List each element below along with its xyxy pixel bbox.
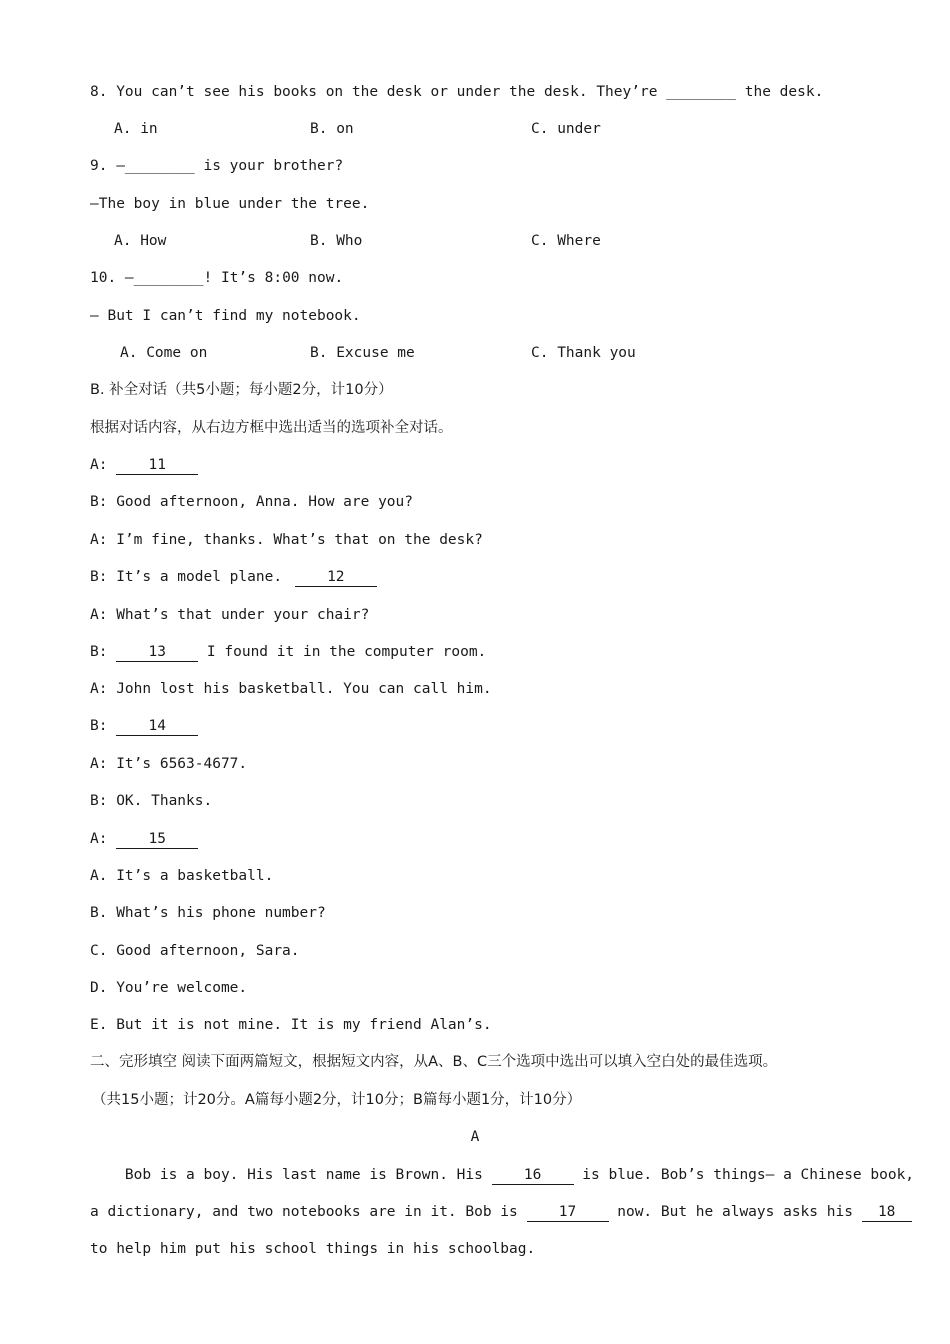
q9-option-a: A. How [114,233,167,249]
dialog-line [90,791,212,811]
dialog-line [90,605,369,625]
q10-option-c: C. Thank you [531,345,636,361]
passage-text: Bob is a boy. His last name is Brown. His [90,1167,492,1183]
dialog-text: A: It’s 6563-4677. [90,756,248,772]
q9-option-b: B. Who [310,233,363,249]
dialog-line [90,567,377,587]
q10-answer-line: — But I can’t find my notebook. [90,308,361,324]
q9-option-c: C. Where [531,233,601,249]
question-8 [90,82,823,102]
dialog-line [90,716,198,736]
blank-16: 16 [492,1167,574,1185]
dialog-text: B: [90,644,117,660]
dialog-line [90,754,247,774]
dialog-option-b: B. What’s his phone number? [90,905,326,921]
q8-option-c: C. under [531,121,601,137]
dialog-text: A: I’m fine, thanks. What’s that on the desk? [90,532,483,548]
q8-stem-end: the desk. [736,84,824,100]
q9-blank: ________ [124,158,195,174]
dialog-line [90,679,492,699]
passage-line: to help him put his school things in his schoolbag. [90,1241,536,1257]
cloze-section-subtitle: （共15小题；计20分。A篇每小题2分，计10分；B篇每小题1分，计10分） [92,1092,582,1108]
q10-option-b: B. Excuse me [310,345,415,361]
blank-15: 15 [116,831,198,849]
section-b-instruction: 根据对话内容，从右边方框中选出适当的选项补全对话。 [90,420,453,436]
dialog-text: A: John lost his basketball. You can call him. [90,681,492,697]
q8-blank: ________ [666,84,737,100]
passage-text: is blue. Bob’s things— a Chinese book, [573,1167,915,1183]
dialog-text: I found it in the computer room. [198,644,487,660]
question-10 [90,268,343,288]
dialog-text: A: What’s that under your chair? [90,607,370,623]
q10-blank: ________ [133,270,204,286]
q9-answer-line: —The boy in blue under the tree. [90,196,370,212]
dialog-text: B: [90,718,117,734]
passage-text: a dictionary, and two notebooks are in it. Bob is [90,1204,527,1220]
passage-text: now. But he always asks his [608,1204,862,1220]
dialog-line [90,492,413,512]
blank-11: 11 [116,457,198,475]
dialog-line [90,455,198,475]
q10-stem-end: ! It’s 8:00 now. [203,270,344,286]
dialog-text: B: It’s a model plane. [90,569,291,585]
dialog-option-c: C. Good afternoon, Sara. [90,943,300,959]
q10-stem-start: 10. — [90,270,134,286]
passage-line [90,1165,914,1185]
dialog-line [90,530,483,550]
blank-18: 18 [862,1204,912,1222]
q8-option-b: B. on [310,121,354,137]
passage-line [90,1202,912,1222]
cloze-section-title: 二、完形填空 阅读下面两篇短文，根据短文内容，从A、B、C三个选项中选出可以填入空白处的最佳选项。 [90,1054,778,1070]
dialog-text: A: [90,831,117,847]
question-9 [90,156,343,176]
dialog-text: B: OK. Thanks. [90,793,213,809]
dialog-option-a: A. It’s a basketball. [90,868,274,884]
q10-option-a: A. Come on [120,345,208,361]
blank-17: 17 [527,1204,609,1222]
q9-stem-start: 9. — [90,158,125,174]
blank-14: 14 [116,718,198,736]
blank-13: 13 [116,644,198,662]
dialog-option-e: E. But it is not mine. It is my friend Alan’s. [90,1017,492,1033]
section-b-title: B. 补全对话（共5小题；每小题2分，计10分） [90,382,393,398]
passage-label: A [470,1129,480,1145]
dialog-line [90,829,198,849]
q9-stem-end: is your brother? [194,158,344,174]
q8-option-a: A. in [114,121,158,137]
q8-stem-start: 8. You can’t see his books on the desk or under the desk. They’re [90,84,667,100]
dialog-line [90,642,486,662]
dialog-text: B: Good afternoon, Anna. How are you? [90,494,414,510]
blank-12: 12 [295,569,377,587]
dialog-option-d: D. You’re welcome. [90,980,248,996]
dialog-text: A: [90,457,117,473]
